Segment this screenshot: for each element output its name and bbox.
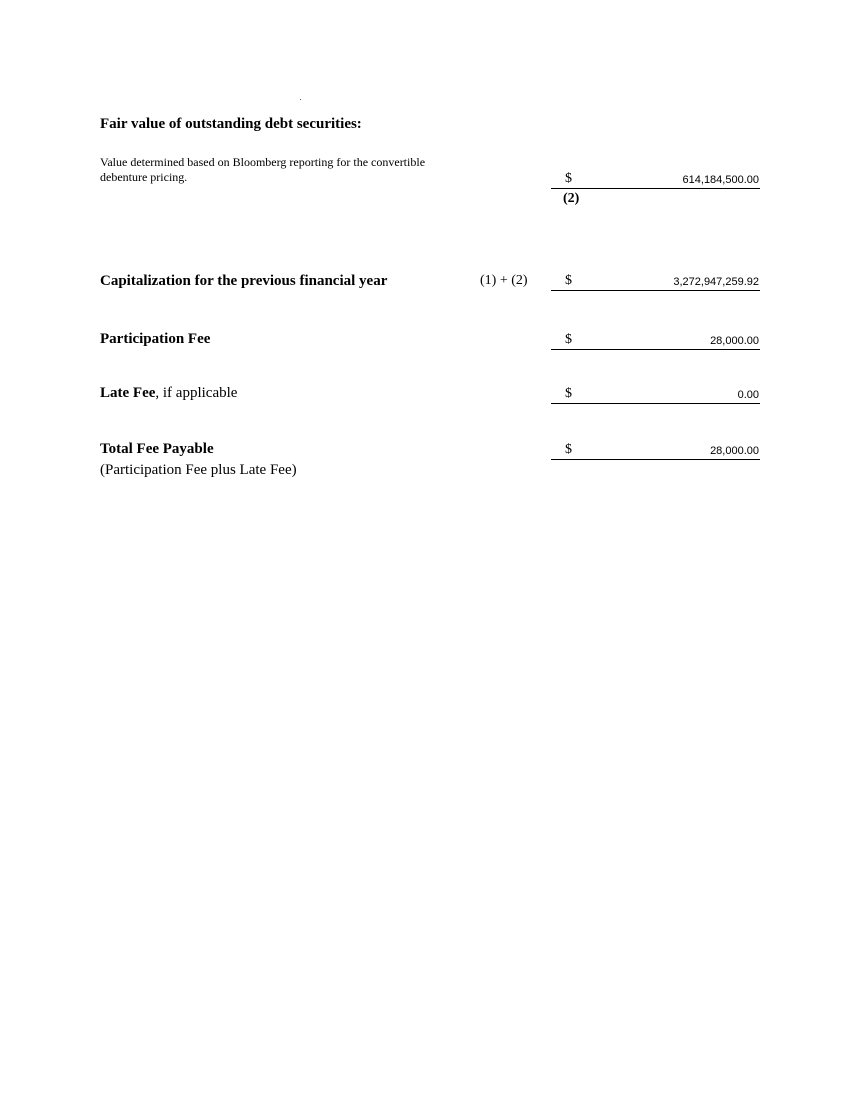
currency-symbol: $ <box>565 442 572 457</box>
capitalization-amount-field <box>551 272 760 291</box>
currency-symbol: $ <box>565 332 572 347</box>
late-fee-amount-field <box>551 385 760 404</box>
late-fee-amount: 0.00 <box>737 389 759 401</box>
participation-fee-label: Participation Fee <box>100 331 211 347</box>
currency-symbol: $ <box>565 386 572 401</box>
section-title: Fair value of outstanding debt securities: <box>100 116 362 132</box>
capitalization-amount: 3,272,947,259.92 <box>673 276 759 288</box>
capitalization-label: Capitalization for the previous financial year <box>100 273 388 289</box>
participation-fee-amount: 28,000.00 <box>710 335 759 347</box>
total-fee-amount-field <box>551 441 760 460</box>
capitalization-formula: (1) + (2) <box>480 273 528 288</box>
currency-symbol: $ <box>565 273 572 288</box>
scan-speck <box>300 99 301 100</box>
participation-fee-amount-field <box>551 331 760 350</box>
fair-value-reference: (2) <box>563 191 580 206</box>
late-fee-label: Late Fee, if applicable <box>100 385 238 401</box>
total-fee-amount: 28,000.00 <box>710 445 759 457</box>
total-fee-sublabel: (Participation Fee plus Late Fee) <box>100 462 297 478</box>
fair-value-amount-field <box>551 170 760 189</box>
fair-value-amount: 614,184,500.00 <box>682 174 759 186</box>
total-fee-label: Total Fee Payable <box>100 441 214 457</box>
currency-symbol: $ <box>565 171 572 186</box>
section-description: Value determined based on Bloomberg reporting for the convertible debenture pricing. <box>100 155 426 184</box>
